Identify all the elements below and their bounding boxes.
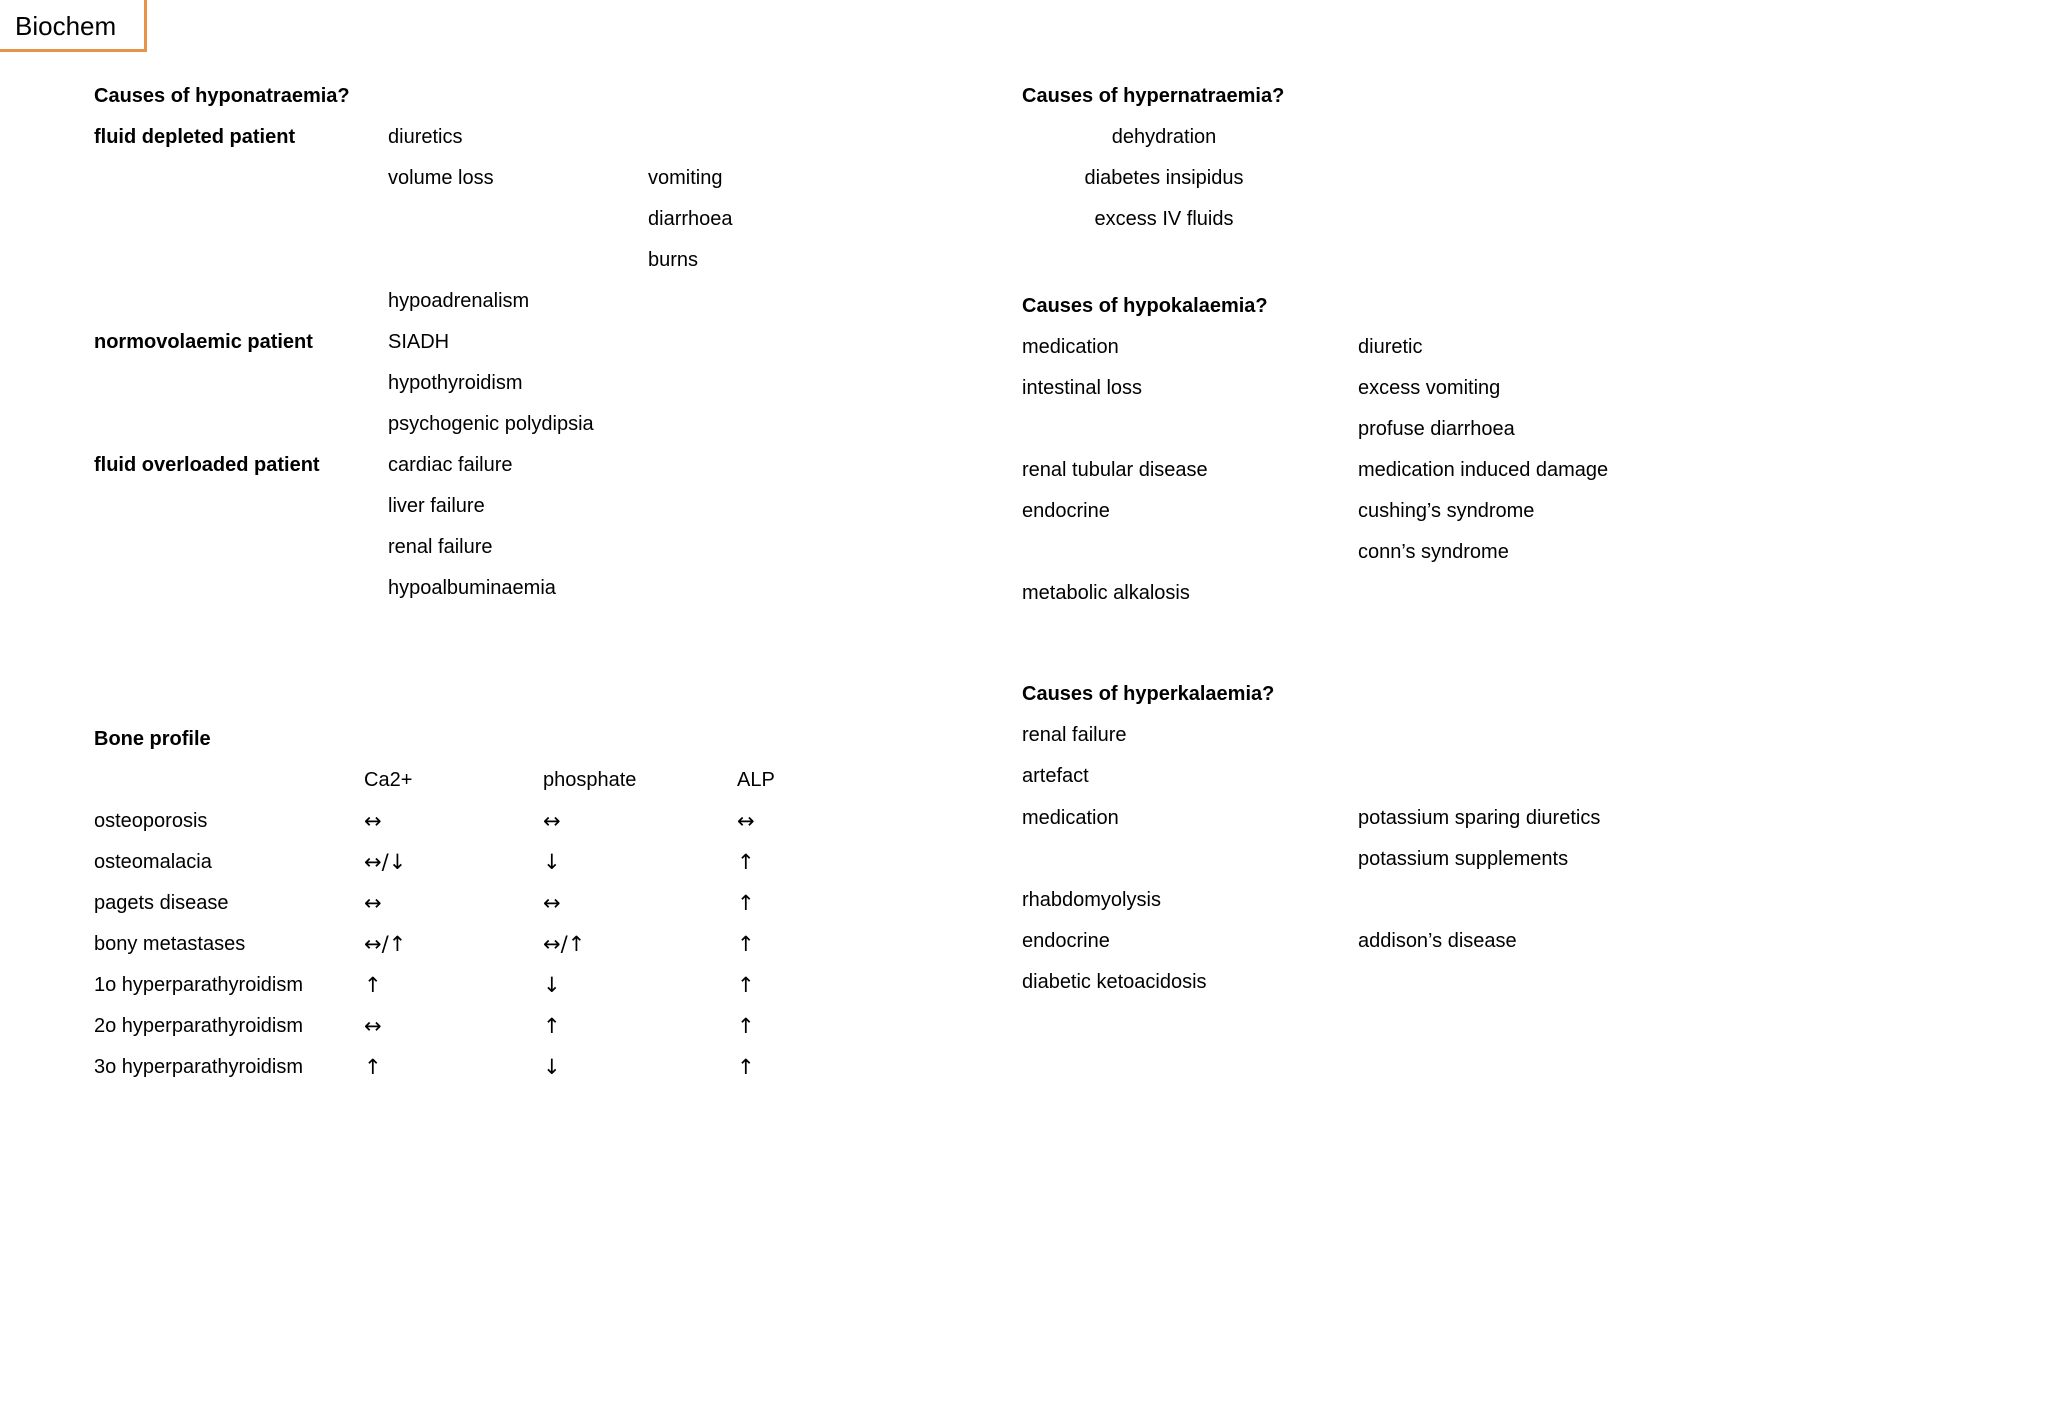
- bone-row-phosphate: ↓: [543, 1055, 561, 1079]
- hypokalaemia-detail: conn’s syndrome: [1358, 541, 1509, 563]
- bone-header-ca: Ca2+: [364, 769, 413, 791]
- hypernatraemia-item: dehydration: [1111, 126, 1217, 148]
- bone-row-phosphate: ↔/↑: [543, 932, 586, 956]
- fluid-overloaded-label: fluid overloaded patient: [94, 454, 320, 476]
- hyperkalaemia-cause: renal failure: [1022, 724, 1127, 746]
- hypokalaemia-cause: endocrine: [1022, 500, 1110, 522]
- hypokalaemia-cause: intestinal loss: [1022, 377, 1143, 399]
- normovolaemic-item: psychogenic polydipsia: [388, 413, 594, 435]
- bone-row-alp: ↑: [737, 973, 755, 997]
- bone-row-name: 1o hyperparathyroidism: [94, 974, 303, 996]
- bone-row-phosphate: ↓: [543, 973, 561, 997]
- cause-diuretics: diuretics: [388, 126, 463, 148]
- hyperkalaemia-cause: artefact: [1022, 765, 1089, 787]
- fluid-overloaded-item: hypoalbuminaemia: [388, 577, 556, 599]
- hypernatraemia-item: excess IV fluids: [1094, 208, 1234, 230]
- bone-row-ca: ↔: [364, 891, 382, 915]
- hypernatraemia-item: diabetes insipidus: [1084, 167, 1244, 189]
- hyperkalaemia-detail: potassium sparing diuretics: [1358, 807, 1601, 829]
- hyperkalaemia-detail: potassium supplements: [1358, 848, 1569, 870]
- hypokalaemia-cause: renal tubular disease: [1022, 459, 1208, 481]
- bone-row-alp: ↑: [737, 891, 755, 915]
- bone-row-phosphate: ↓: [543, 850, 561, 874]
- hypokalaemia-cause: medication: [1022, 336, 1119, 358]
- hypokalaemia-cause: metabolic alkalosis: [1022, 582, 1190, 604]
- bone-row-name: 3o hyperparathyroidism: [94, 1056, 303, 1078]
- hypokalaemia-detail: diuretic: [1358, 336, 1423, 358]
- normovolaemic-label: normovolaemic patient: [94, 331, 313, 353]
- hypokalaemia-detail: profuse diarrhoea: [1358, 418, 1515, 440]
- bone-header-alp: ALP: [737, 769, 775, 791]
- hypokalaemia-detail: medication induced damage: [1358, 459, 1609, 481]
- bone-row-name: pagets disease: [94, 892, 229, 914]
- fluid-overloaded-item: renal failure: [388, 536, 493, 558]
- hyperkalaemia-title: Causes of hyperkalaemia?: [1022, 683, 1275, 705]
- bone-row-alp: ↑: [737, 932, 755, 956]
- bone-row-alp: ↑: [737, 1014, 755, 1038]
- bone-header-phosphate: phosphate: [543, 769, 637, 791]
- hyperkalaemia-cause: diabetic ketoacidosis: [1022, 971, 1207, 993]
- normovolaemic-item: SIADH: [388, 331, 450, 353]
- bone-profile-title: Bone profile: [94, 728, 211, 750]
- bone-row-alp: ↑: [737, 1055, 755, 1079]
- bone-row-name: 2o hyperparathyroidism: [94, 1015, 303, 1037]
- normovolaemic-item: hypothyroidism: [388, 372, 523, 394]
- bone-row-phosphate: ↑: [543, 1014, 561, 1038]
- cause-volume-loss: volume loss: [388, 167, 494, 189]
- bone-row-name: bony metastases: [94, 933, 246, 955]
- volume-loss-item: burns: [648, 249, 699, 271]
- bone-row-phosphate: ↔: [543, 809, 561, 833]
- hyperkalaemia-cause: medication: [1022, 807, 1119, 829]
- hyperkalaemia-detail: addison’s disease: [1358, 930, 1517, 952]
- bone-row-name: osteomalacia: [94, 851, 212, 873]
- bone-row-ca: ↔: [364, 809, 382, 833]
- fluid-depleted-label: fluid depleted patient: [94, 126, 296, 148]
- bone-row-name: osteoporosis: [94, 810, 208, 832]
- hyperkalaemia-cause: rhabdomyolysis: [1022, 889, 1161, 911]
- hyponatraemia-title: Causes of hyponatraemia?: [94, 85, 350, 107]
- bone-row-ca: ↑: [364, 973, 382, 997]
- bone-row-alp: ↔: [737, 809, 755, 833]
- cause-hypoadrenalism: hypoadrenalism: [388, 290, 530, 312]
- bone-row-alp: ↑: [737, 850, 755, 874]
- hypokalaemia-title: Causes of hypokalaemia?: [1022, 295, 1268, 317]
- bone-row-phosphate: ↔: [543, 891, 561, 915]
- hypernatraemia-title: Causes of hypernatraemia?: [1022, 85, 1285, 107]
- volume-loss-item: vomiting: [648, 167, 723, 189]
- bone-row-ca: ↑: [364, 1055, 382, 1079]
- volume-loss-item: diarrhoea: [648, 208, 733, 230]
- bone-row-ca: ↔/↓: [364, 850, 407, 874]
- hypokalaemia-detail: excess vomiting: [1358, 377, 1501, 399]
- bone-row-ca: ↔: [364, 1014, 382, 1038]
- bone-row-ca: ↔/↑: [364, 932, 407, 956]
- biochem-tab[interactable]: Biochem: [0, 0, 147, 52]
- fluid-overloaded-item: cardiac failure: [388, 454, 513, 476]
- fluid-overloaded-item: liver failure: [388, 495, 485, 517]
- hypokalaemia-detail: cushing’s syndrome: [1358, 500, 1535, 522]
- hyperkalaemia-cause: endocrine: [1022, 930, 1110, 952]
